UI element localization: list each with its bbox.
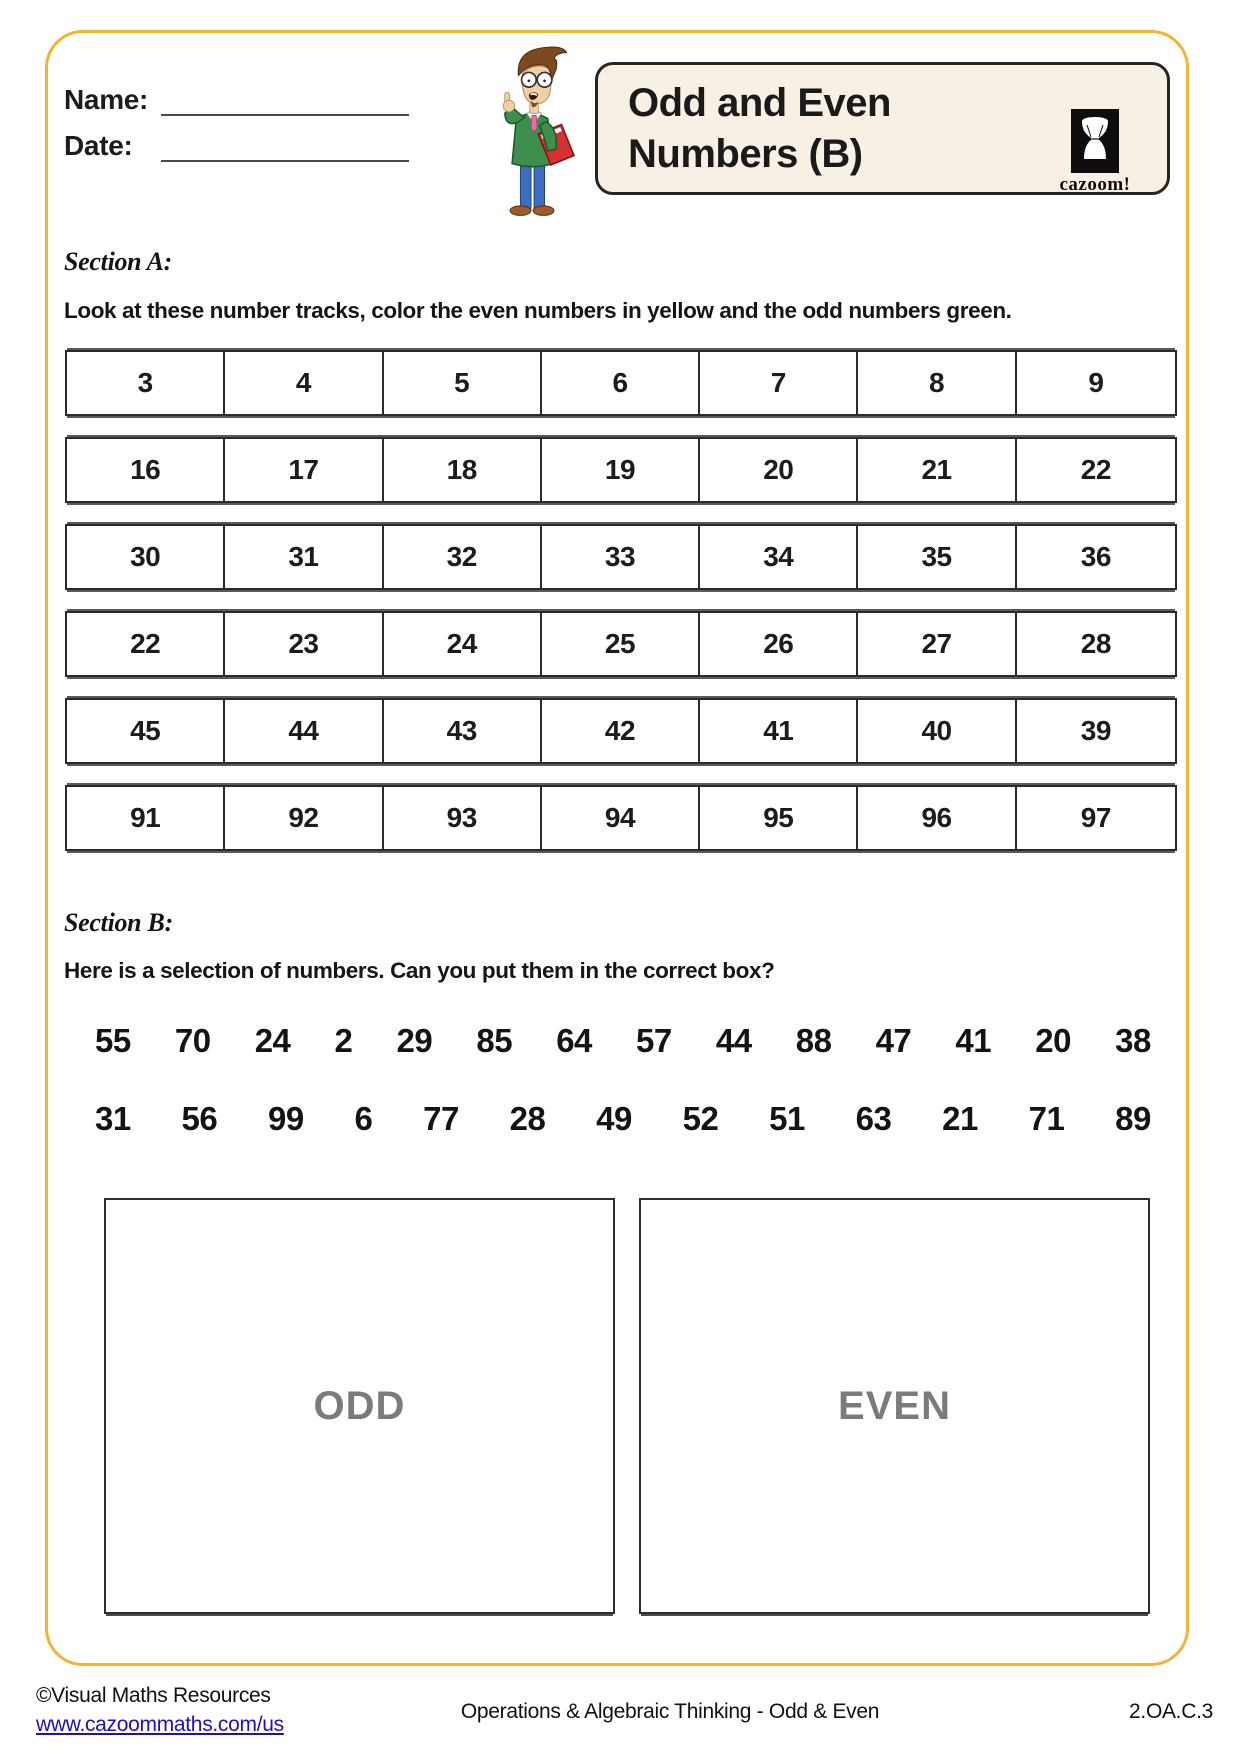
selection-number: 38 xyxy=(1115,1022,1151,1059)
track-cell[interactable]: 97 xyxy=(1080,802,1111,833)
track-cell[interactable]: 22 xyxy=(67,613,225,675)
title-line-2: Numbers (B) xyxy=(628,131,863,176)
track-cell[interactable]: 95 xyxy=(700,787,858,849)
worksheet-title xyxy=(628,77,891,179)
selection-number: 31 xyxy=(95,1100,131,1137)
title-box xyxy=(595,62,1170,195)
track-cell[interactable]: 4 xyxy=(225,352,383,414)
selection-number: 44 xyxy=(715,1022,752,1059)
selection-numbers-row-1 xyxy=(95,1022,1151,1060)
selection-number: 51 xyxy=(769,1100,805,1137)
selection-number: 41 xyxy=(955,1022,992,1059)
drum-icon xyxy=(1071,109,1119,173)
track-cell[interactable]: 28 xyxy=(1080,628,1111,659)
selection-number: 55 xyxy=(95,1022,131,1059)
title-line-1: Odd and Even xyxy=(628,80,891,125)
selection-number: 20 xyxy=(1035,1022,1071,1059)
selection-number: 77 xyxy=(423,1100,459,1137)
footer-copyright: ©Visual Maths Resources xyxy=(36,1684,271,1707)
track-cell[interactable]: 16 xyxy=(67,439,225,501)
selection-number: 71 xyxy=(1028,1100,1065,1137)
track-cell[interactable]: 93 xyxy=(384,787,542,849)
selection-number: 29 xyxy=(396,1022,433,1059)
track-cell[interactable]: 35 xyxy=(858,526,1016,588)
number-track-row xyxy=(65,698,1177,764)
selection-number: 2 xyxy=(334,1022,353,1059)
even-sorting-box[interactable] xyxy=(639,1198,1150,1614)
sorting-box-label: ODD xyxy=(313,1383,406,1428)
track-cell[interactable]: 6 xyxy=(542,352,700,414)
track-cell[interactable]: 25 xyxy=(542,613,700,675)
section-b-instruction: Here is a selection of numbers. Can you put them in the correct box? xyxy=(64,958,775,983)
track-cell[interactable]: 17 xyxy=(225,439,383,501)
track-cell[interactable]: 43 xyxy=(384,700,542,762)
section-b-heading: Section B: xyxy=(64,908,173,937)
logo-text: cazoom! xyxy=(1059,174,1131,195)
selection-number: 89 xyxy=(1115,1100,1151,1137)
track-cell[interactable]: 40 xyxy=(858,700,1016,762)
track-cell[interactable]: 9 xyxy=(1088,367,1104,398)
number-track-row xyxy=(65,524,1177,590)
selection-number: 57 xyxy=(636,1022,672,1059)
odd-sorting-box[interactable] xyxy=(104,1198,615,1614)
track-cell[interactable]: 22 xyxy=(1080,454,1111,485)
track-cell[interactable]: 8 xyxy=(858,352,1016,414)
track-cell[interactable]: 45 xyxy=(67,700,225,762)
selection-number: 47 xyxy=(875,1022,912,1059)
footer-topic: Operations & Algebraic Thinking - Odd & Even xyxy=(460,1700,880,1723)
track-cell[interactable]: 92 xyxy=(225,787,383,849)
track-cell[interactable]: 21 xyxy=(858,439,1016,501)
selection-number: 70 xyxy=(174,1022,211,1059)
track-cell[interactable]: 91 xyxy=(67,787,225,849)
selection-number: 49 xyxy=(596,1100,632,1137)
track-cell[interactable]: 18 xyxy=(384,439,542,501)
track-cell[interactable]: 26 xyxy=(700,613,858,675)
track-cell[interactable]: 24 xyxy=(384,613,542,675)
selection-number: 56 xyxy=(181,1100,218,1137)
section-a-instruction: Look at these number tracks, color the even numbers in yellow and the odd numbers green. xyxy=(64,298,1012,323)
date-input-line[interactable] xyxy=(161,160,409,162)
track-cell[interactable]: 39 xyxy=(1080,715,1111,746)
selection-numbers-row-2 xyxy=(95,1100,1151,1138)
track-cell[interactable]: 23 xyxy=(225,613,383,675)
track-cell[interactable]: 96 xyxy=(858,787,1016,849)
track-cell[interactable]: 36 xyxy=(1080,541,1111,572)
selection-number: 88 xyxy=(795,1022,832,1059)
track-cell[interactable]: 27 xyxy=(858,613,1016,675)
track-cell[interactable]: 33 xyxy=(542,526,700,588)
selection-number: 24 xyxy=(254,1022,291,1059)
track-cell[interactable]: 19 xyxy=(542,439,700,501)
selection-number: 63 xyxy=(855,1100,892,1137)
selection-number: 85 xyxy=(476,1022,513,1059)
track-cell[interactable]: 20 xyxy=(700,439,858,501)
number-track-row xyxy=(65,611,1177,677)
number-track-row xyxy=(65,785,1177,851)
track-cell[interactable]: 3 xyxy=(67,352,225,414)
selection-number: 28 xyxy=(509,1100,546,1137)
number-track-row xyxy=(65,437,1177,503)
track-cell[interactable]: 32 xyxy=(384,526,542,588)
track-cell[interactable]: 42 xyxy=(542,700,700,762)
selection-number: 99 xyxy=(268,1100,304,1137)
section-a-heading: Section A: xyxy=(64,247,172,276)
cazoom-logo xyxy=(1049,109,1141,196)
track-cell[interactable]: 7 xyxy=(700,352,858,414)
name-input-line[interactable] xyxy=(161,114,409,116)
track-cell[interactable]: 30 xyxy=(67,526,225,588)
number-track-row xyxy=(65,350,1177,416)
selection-number: 64 xyxy=(556,1022,592,1059)
selection-number: 6 xyxy=(354,1100,373,1137)
track-cell[interactable]: 41 xyxy=(700,700,858,762)
track-cell[interactable]: 94 xyxy=(542,787,700,849)
sorting-box-label: EVEN xyxy=(838,1383,951,1428)
footer-standard-code: 2.OA.C.3 xyxy=(1129,1700,1213,1723)
number-tracks xyxy=(65,350,1177,872)
teacher-illustration xyxy=(468,40,596,218)
track-cell[interactable]: 5 xyxy=(384,352,542,414)
date-label: Date: xyxy=(64,130,133,161)
track-cell[interactable]: 34 xyxy=(700,526,858,588)
track-cell[interactable]: 31 xyxy=(225,526,383,588)
selection-number: 21 xyxy=(942,1100,978,1137)
name-label: Name: xyxy=(64,84,149,115)
selection-number: 52 xyxy=(682,1100,719,1137)
track-cell[interactable]: 44 xyxy=(225,700,383,762)
footer-website-link[interactable]: www.cazoommaths.com/us xyxy=(36,1713,284,1736)
